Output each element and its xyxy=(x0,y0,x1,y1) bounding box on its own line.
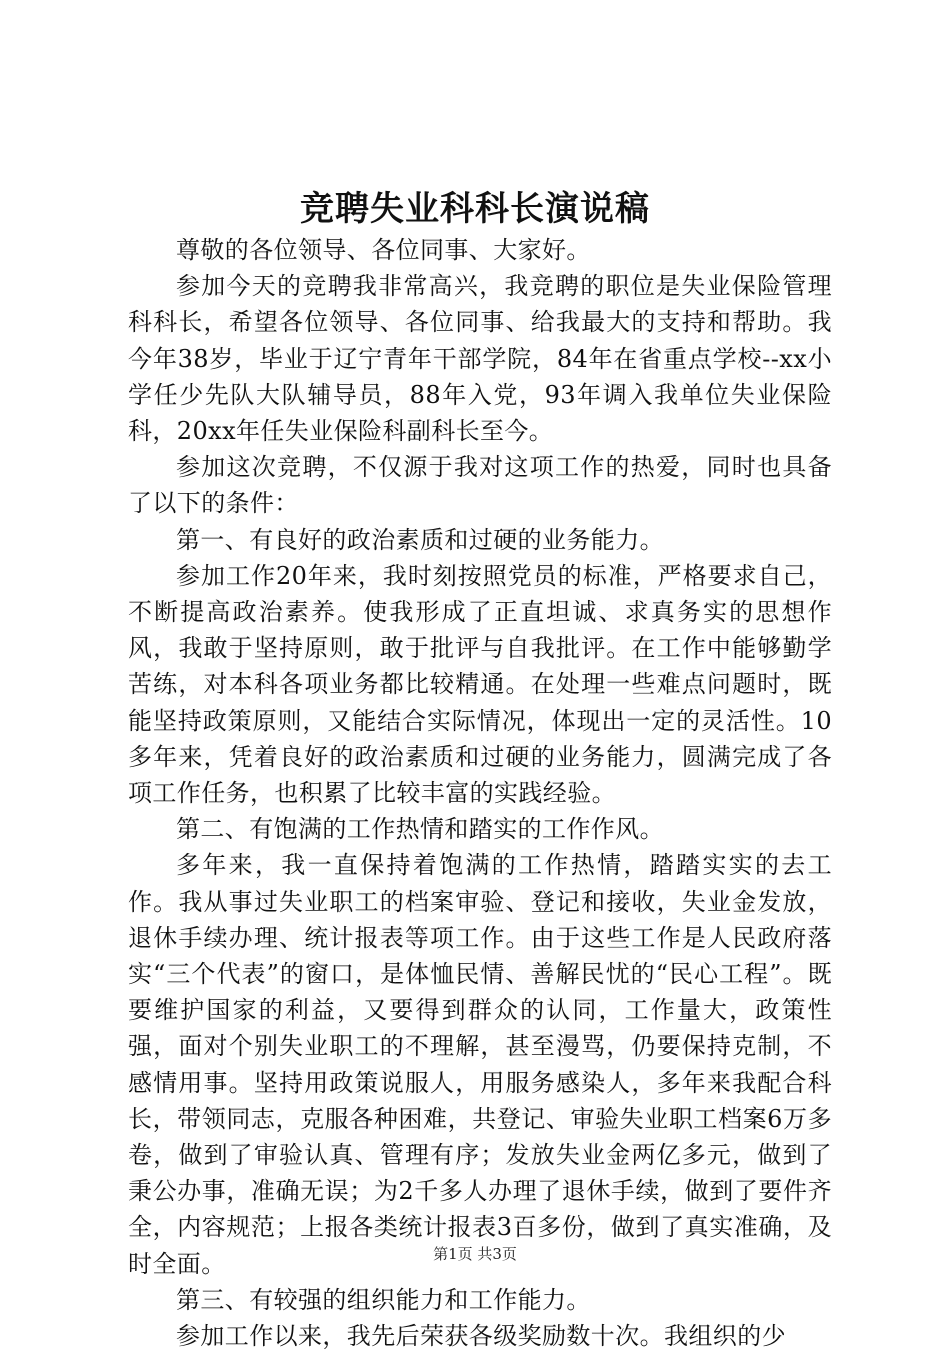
document-title: 竞聘失业科科长演说稿 xyxy=(300,189,650,229)
heading-first-condition: 第一、有良好的政治素质和过硬的业务能力。 xyxy=(176,525,664,554)
heading-second-condition: 第二、有饱满的工作热情和踏实的工作作风。 xyxy=(176,815,664,844)
paragraph-first-condition: 参加工作20年来，我时刻按照党员的标准，严格要求自己，不断提高政治素养。使我形成了正直坦诚、求真务实的思想作风，我敢于坚持原则，敢于批评与自我批评。在工作中能够勤学苦练，对本科各项业务都比较精通。在处理一些难点问题时，既能坚持政策原则，又能结合实际情况，体现出一定的灵活性。10多年来，凭着良好的政治素质和过硬的业务能力，圆满完成了各项工作任务，也积累了比较丰富的实践经验。 xyxy=(128,561,832,808)
paragraph-greeting: 尊敬的各位领导、各位同事、大家好。 xyxy=(176,236,591,264)
paragraph-conditions-intro: 参加这次竞聘，不仅源于我对这项工作的热爱，同时也具备了以下的条件： xyxy=(128,453,832,518)
paragraph-second-condition: 多年来，我一直保持着饱满的工作热情，踏踏实实的去工作。我从事过失业职工的档案审验、登记和接收，失业金发放，退休手续办理、统计报表等项工作。由于这些工作是人民政府落实“三个代表”的窗口，是体恤民情、善解民忧的“民心工程”。既要维护国家的利益，又要得到群众的认同，工作量大，政策性强，面对个别失业职工的不理解，甚至漫骂，仍要保持克制，不感情用事。坚持用政策说服人，用服务感染人，多年来我配合科长，带领同志，克服各种困难，共登记、审验失业职工档案6万多卷，做到了审验认真、管理有序；发放失业金两亿多元，做到了秉公办事，准确无误；为2千多人办理了退休手续，做到了要件齐全，内容规范；上报各类统计报表3百多份，做到了真实准确，及时全面。 xyxy=(128,851,832,1278)
heading-third-condition: 第三、有较强的组织能力和工作能力。 xyxy=(176,1285,591,1314)
paragraph-third-condition: 参加工作以来，我先后荣获各级奖励数十次。我组织的少 xyxy=(176,1322,786,1351)
page-footer: 第1页 共3页 xyxy=(433,1245,517,1263)
paragraph-introduction: 参加今天的竞聘我非常高兴，我竞聘的职位是失业保险管理科科长，希望各位领导、各位同事、给我最大的支持和帮助。我今年38岁，毕业于辽宁青年干部学院，84年在省重点学校--xx小学任少先队大队辅导员，88年入党，93年调入我单位失业保险科，20xx年任失业保险科副科长至今。 xyxy=(128,272,832,446)
document-body xyxy=(128,232,832,1354)
